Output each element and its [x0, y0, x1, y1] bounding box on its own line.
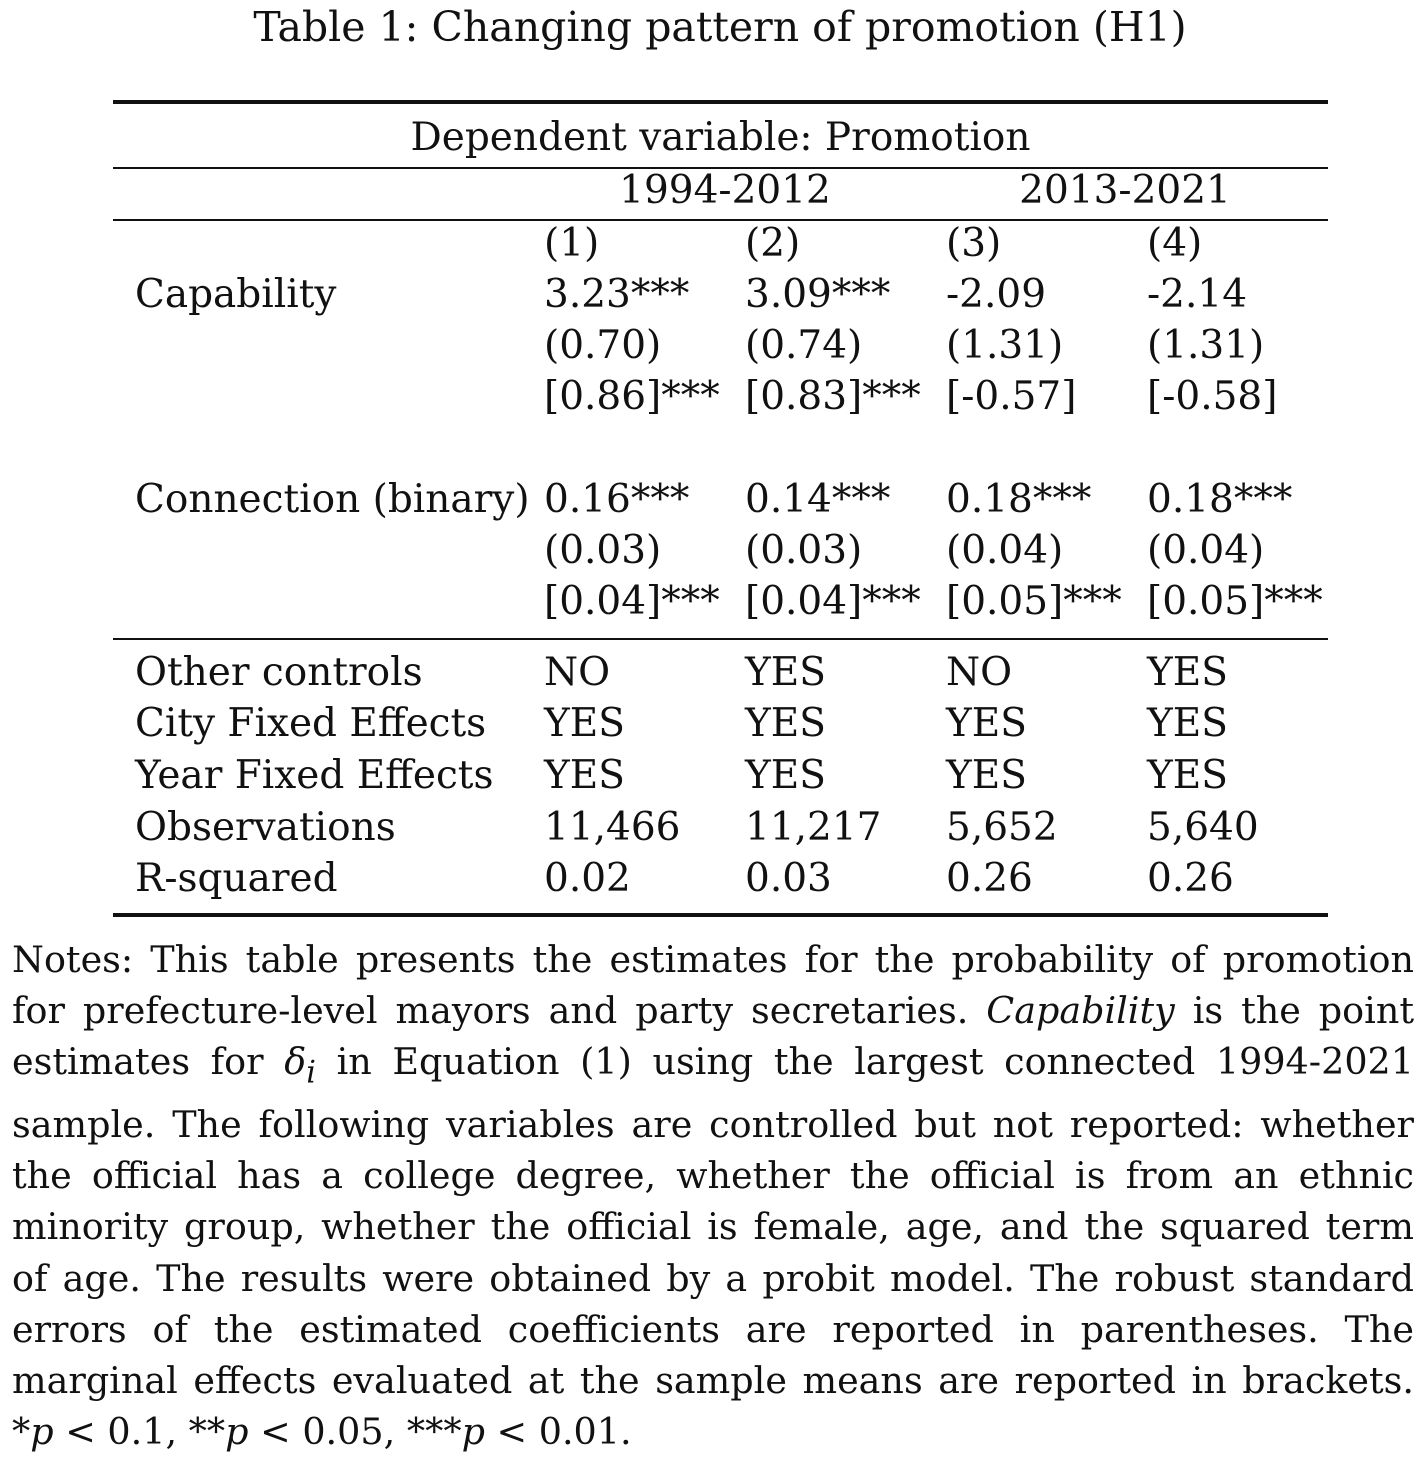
- period-rule: [113, 219, 1328, 221]
- column-header-2: (2): [745, 221, 801, 266]
- observations-1: 11,466: [544, 805, 681, 850]
- capability-se-2: (0.74): [745, 323, 863, 368]
- notes-p-symbol-1: p: [30, 1410, 54, 1454]
- observations-3: 5,652: [946, 805, 1058, 850]
- other-controls-1: NO: [544, 650, 611, 695]
- other-controls-2: YES: [745, 650, 826, 695]
- connection-me-2: [0.04]***: [745, 579, 921, 624]
- year-fe-4: YES: [1147, 753, 1228, 798]
- column-header-3: (3): [946, 221, 1002, 266]
- connection-se-3: (0.04): [946, 528, 1064, 573]
- capability-me-1: [0.86]***: [544, 374, 720, 419]
- notes-sig1-stars: *: [12, 1410, 31, 1454]
- row-label-city-fe: City Fixed Effects: [135, 701, 487, 746]
- connection-coef-3: 0.18***: [946, 477, 1092, 522]
- capability-coef-2: 3.09***: [745, 272, 891, 317]
- city-fe-4: YES: [1147, 701, 1228, 746]
- top-rule: [113, 100, 1328, 104]
- notes-sig3-stars: ***: [406, 1410, 462, 1454]
- table-notes: [12, 934, 1414, 1457]
- capability-coef-1: 3.23***: [544, 272, 690, 317]
- column-header-4: (4): [1147, 221, 1203, 266]
- city-fe-1: YES: [544, 701, 625, 746]
- r-squared-3: 0.26: [946, 856, 1033, 901]
- r-squared-2: 0.03: [745, 856, 832, 901]
- row-label-other-controls: Other controls: [135, 650, 423, 695]
- observations-4: 5,640: [1147, 805, 1259, 850]
- connection-coef-4: 0.18***: [1147, 477, 1293, 522]
- period-header-1: 1994-2012: [619, 168, 831, 213]
- row-label-capability: Capability: [135, 272, 337, 317]
- connection-me-4: [0.05]***: [1147, 579, 1323, 624]
- year-fe-1: YES: [544, 753, 625, 798]
- r-squared-1: 0.02: [544, 856, 631, 901]
- r-squared-4: 0.26: [1147, 856, 1234, 901]
- connection-se-1: (0.03): [544, 528, 662, 573]
- notes-capability-italic: Capability: [986, 989, 1175, 1033]
- capability-se-4: (1.31): [1147, 323, 1265, 368]
- capability-me-2: [0.83]***: [745, 374, 921, 419]
- period-header-2: 2013-2021: [1019, 168, 1231, 213]
- notes-delta-subscript: i: [306, 1055, 316, 1091]
- notes-sig2-stars: **: [188, 1410, 226, 1454]
- capability-me-4: [-0.58]: [1147, 374, 1278, 419]
- notes-delta-symbol: δ: [284, 1040, 307, 1084]
- column-header-1: (1): [544, 221, 600, 266]
- bottom-rule: [113, 913, 1328, 917]
- connection-me-3: [0.05]***: [946, 579, 1122, 624]
- row-label-connection: Connection (binary): [135, 477, 530, 522]
- connection-se-2: (0.03): [745, 528, 863, 573]
- row-label-r-squared: R-squared: [135, 856, 338, 901]
- notes-text-1: Notes: This table presents the estimates for the probability of promotion for prefecture-level mayors and party secretaries.: [12, 938, 1414, 1033]
- table-caption: Table 1: Changing pattern of promotion (H1): [253, 3, 1187, 51]
- observations-2: 11,217: [745, 805, 882, 850]
- year-fe-2: YES: [745, 753, 826, 798]
- year-fe-3: YES: [946, 753, 1027, 798]
- capability-se-3: (1.31): [946, 323, 1064, 368]
- notes-sig2-text: < 0.05,: [248, 1410, 407, 1454]
- notes-sig3-text: < 0.01.: [484, 1410, 632, 1454]
- capability-coef-4: -2.14: [1147, 272, 1248, 317]
- notes-text-3: in Equation (1) using the largest connected 1994-2021 sample. The following variables are controlled but not reported: whether the official has a college degree, whether the official is from an ethnic minority group, whether the official is female, age, and the squared term of age. The results were obtained by a probit model. The robust standard errors of the estimated coefficients are reported in parentheses. The marginal effects evaluated at the sample means are reported in brackets.: [12, 1040, 1414, 1402]
- notes-text-2: is the point estimates for: [12, 989, 1414, 1084]
- row-label-observations: Observations: [135, 805, 396, 850]
- capability-se-1: (0.70): [544, 323, 662, 368]
- connection-coef-2: 0.14***: [745, 477, 891, 522]
- notes-p-symbol-3: p: [461, 1410, 485, 1454]
- notes-p-symbol-2: p: [225, 1410, 249, 1454]
- controls-rule: [113, 638, 1328, 640]
- capability-me-3: [-0.57]: [946, 374, 1077, 419]
- row-label-year-fe: Year Fixed Effects: [135, 753, 494, 798]
- notes-sig1-text: < 0.1,: [53, 1410, 189, 1454]
- connection-me-1: [0.04]***: [544, 579, 720, 624]
- city-fe-3: YES: [946, 701, 1027, 746]
- city-fe-2: YES: [745, 701, 826, 746]
- dependent-variable-header: Dependent variable: Promotion: [410, 115, 1031, 160]
- connection-coef-1: 0.16***: [544, 477, 690, 522]
- other-controls-4: YES: [1147, 650, 1228, 695]
- other-controls-3: NO: [946, 650, 1013, 695]
- capability-coef-3: -2.09: [946, 272, 1047, 317]
- connection-se-4: (0.04): [1147, 528, 1265, 573]
